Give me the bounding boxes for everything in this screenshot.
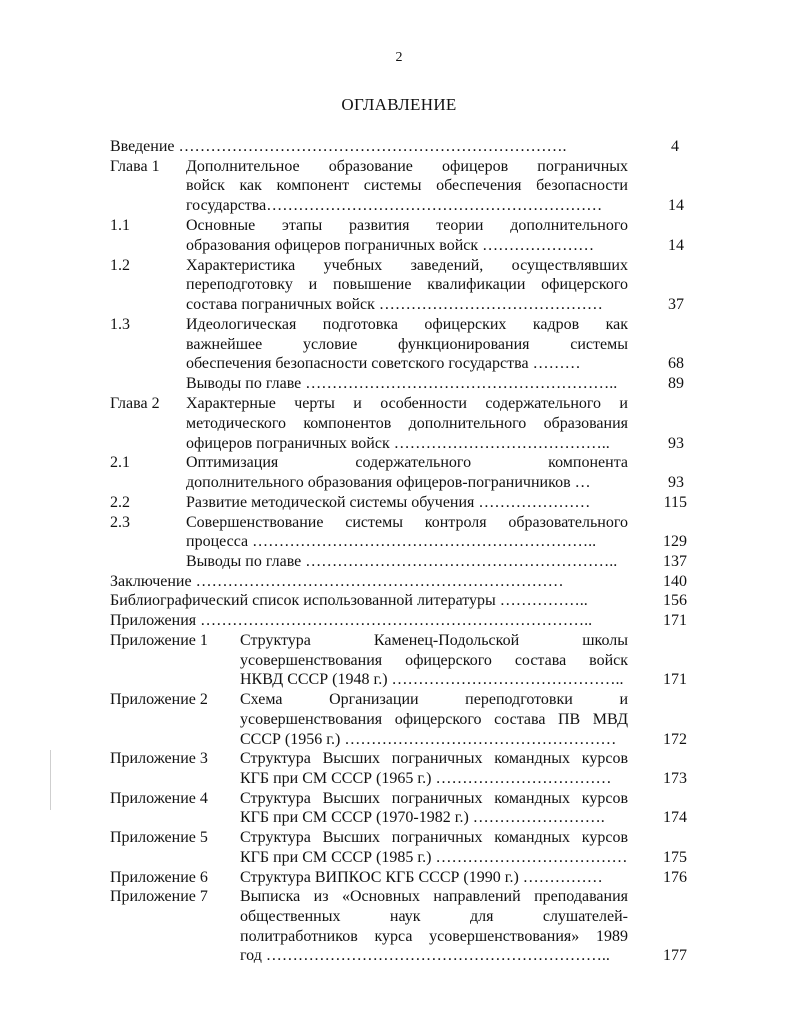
toc-label: 2.1	[110, 454, 130, 471]
toc-label: Приложение 5	[110, 829, 208, 846]
toc-line: переподготовку и повышение квалификации офицерского	[186, 276, 628, 293]
toc-line: год ………………………………………………………..	[240, 947, 610, 964]
toc-page: 171	[663, 612, 687, 629]
toc-page: 140	[663, 573, 687, 590]
toc-page: 156	[663, 592, 687, 609]
toc-page: 68	[668, 355, 684, 372]
toc-page: 171	[663, 671, 687, 688]
toc-page: 4	[671, 138, 679, 155]
toc-line: Основные этапы развития теории дополнительного	[186, 217, 628, 234]
toc-line: Структура Высших пограничных командных курсов	[240, 829, 628, 846]
toc-label: Приложение 3	[110, 750, 208, 767]
toc-page: 176	[663, 869, 687, 886]
toc-line: офицеров пограничных войск …………………………………..	[186, 435, 610, 452]
toc-page: 89	[668, 375, 684, 392]
toc-page: 115	[663, 494, 687, 511]
toc-line: усовершенствования офицерского состава ПВ МВД	[240, 711, 628, 728]
toc-label: Глава 1	[110, 158, 160, 175]
toc-page: 129	[663, 533, 687, 550]
toc-line: Структура Высших пограничных командных курсов	[240, 750, 628, 767]
toc-page: 172	[663, 731, 687, 748]
page-title: ОГЛАВЛЕНИЕ	[341, 95, 457, 114]
toc-line: Развитие методической системы обучения …………………	[186, 494, 591, 511]
toc-label: Глава 2	[110, 395, 160, 412]
toc-line: Характерные черты и особенности содержательного и	[186, 395, 628, 412]
toc-line: Схема Организации переподготовки и	[240, 691, 628, 708]
toc-page: 37	[668, 296, 684, 313]
toc-line: состава пограничных войск ……………………………………	[186, 296, 603, 313]
toc-line: Идеологическая подготовка офицерских кадров как	[186, 316, 628, 333]
toc-line: Структура Высших пограничных командных курсов	[240, 790, 628, 807]
toc-line: Заключение ……………………………………………………………	[110, 573, 564, 590]
scan-margin-mark	[50, 750, 51, 810]
toc-line: войск как компонент системы обеспечения безопасности	[186, 177, 628, 194]
toc-line: Структура Каменец-Подольской школы	[240, 632, 628, 649]
toc-line: общественных наук для слушателей-	[240, 908, 628, 925]
toc-line: образования офицеров пограничных войск …………………	[186, 237, 595, 254]
toc-page: 14	[668, 237, 684, 254]
toc-line: КГБ при СМ СССР (1965 г.) ……………………………	[240, 770, 612, 787]
toc-page: 93	[668, 474, 684, 491]
toc-label: 1.1	[110, 217, 130, 234]
toc-line: усовершенствования офицерского состава войск	[240, 652, 628, 669]
toc-page: 173	[663, 770, 687, 787]
toc-line: Совершенствование системы контроля образовательного	[186, 514, 628, 531]
toc-label: 2.2	[110, 494, 130, 511]
toc-line: политработников курса усовершенствования» 1989	[240, 928, 628, 945]
toc-label: Приложение 4	[110, 790, 208, 807]
toc-line: Дополнительное образование офицеров пограничных	[186, 158, 628, 175]
toc-line: Выводы по главе …………………………………………………..	[186, 375, 618, 392]
toc-line: Введение ……………………………………………………………….	[110, 138, 567, 155]
toc-line: Библиографический список использованной литературы ……………..	[110, 592, 588, 609]
toc-line: Выводы по главе …………………………………………………..	[186, 553, 618, 570]
toc-line: важнейшее условие функционирования системы	[186, 336, 628, 353]
toc-page: 93	[668, 435, 684, 452]
toc-label: Приложение 1	[110, 632, 208, 649]
toc-label: 2.3	[110, 514, 130, 531]
toc-page: 175	[663, 849, 687, 866]
toc-label: Приложение 2	[110, 691, 208, 708]
toc-line: СССР (1956 г.) ……………………………………………	[240, 731, 617, 748]
toc-page: 174	[663, 809, 687, 826]
toc-label: Приложение 7	[110, 888, 208, 905]
toc-line: Выписка из «Основных направлений преподавания	[240, 888, 628, 905]
page-number: 2	[395, 50, 403, 65]
toc-label: Приложение 6	[110, 869, 208, 886]
toc-page: 137	[663, 553, 687, 570]
toc-page: 14	[668, 197, 684, 214]
toc-line: КГБ при СМ СССР (1970-1982 г.) …………………….	[240, 809, 605, 826]
toc-line: методического компонентов дополнительного образования	[186, 415, 628, 432]
toc-line: КГБ при СМ СССР (1985 г.) ………………………………	[240, 849, 628, 866]
toc-line: Приложения ………………………………………………………………..	[110, 612, 593, 629]
toc-page: 177	[663, 947, 687, 964]
toc-line: Оптимизация содержательного компонента	[186, 454, 628, 471]
toc-label: 1.2	[110, 257, 130, 274]
toc-line: Структура ВИПКОС КГБ СССР (1990 г.) ……………	[240, 869, 603, 886]
toc-line: НКВД СССР (1948 г.) ……………………………………..	[240, 671, 624, 688]
toc-label: 1.3	[110, 316, 130, 333]
toc-line: обеспечения безопасности советского государства ………	[186, 355, 581, 372]
toc-line: дополнительного образования офицеров-пограничников …	[186, 474, 591, 491]
toc-line: Характеристика учебных заведений, осуществлявших	[186, 257, 628, 274]
toc-line: процесса ………………………………………………………..	[186, 533, 597, 550]
toc-line: государства………………………………………………………	[186, 197, 603, 214]
